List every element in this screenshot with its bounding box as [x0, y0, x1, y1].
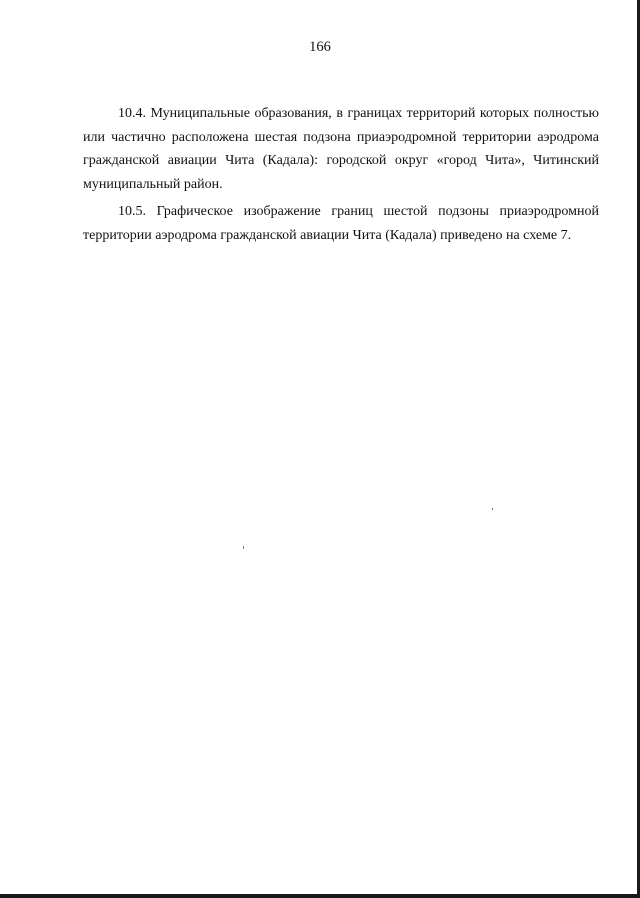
scan-speck — [492, 508, 493, 510]
document-body — [83, 102, 599, 251]
page-number: 166 — [309, 39, 331, 55]
paragraph-10-5: 10.5. Графическое изображение границ шестой подзоны приаэродромной территории аэродрома гражданской авиации Чита (Кадала) приведено на схеме 7. — [83, 204, 599, 243]
scan-speck — [243, 546, 244, 549]
paragraph-10-4: 10.4. Муниципальные образования, в границах территорий которых полностью или частично расположена шестая подзона приаэродромной территории аэродрома гражданской авиации Чита (Кадала): городской округ «город Чита», Читинский муниципальный район. — [83, 106, 599, 192]
scan-edge-bottom — [0, 894, 640, 898]
